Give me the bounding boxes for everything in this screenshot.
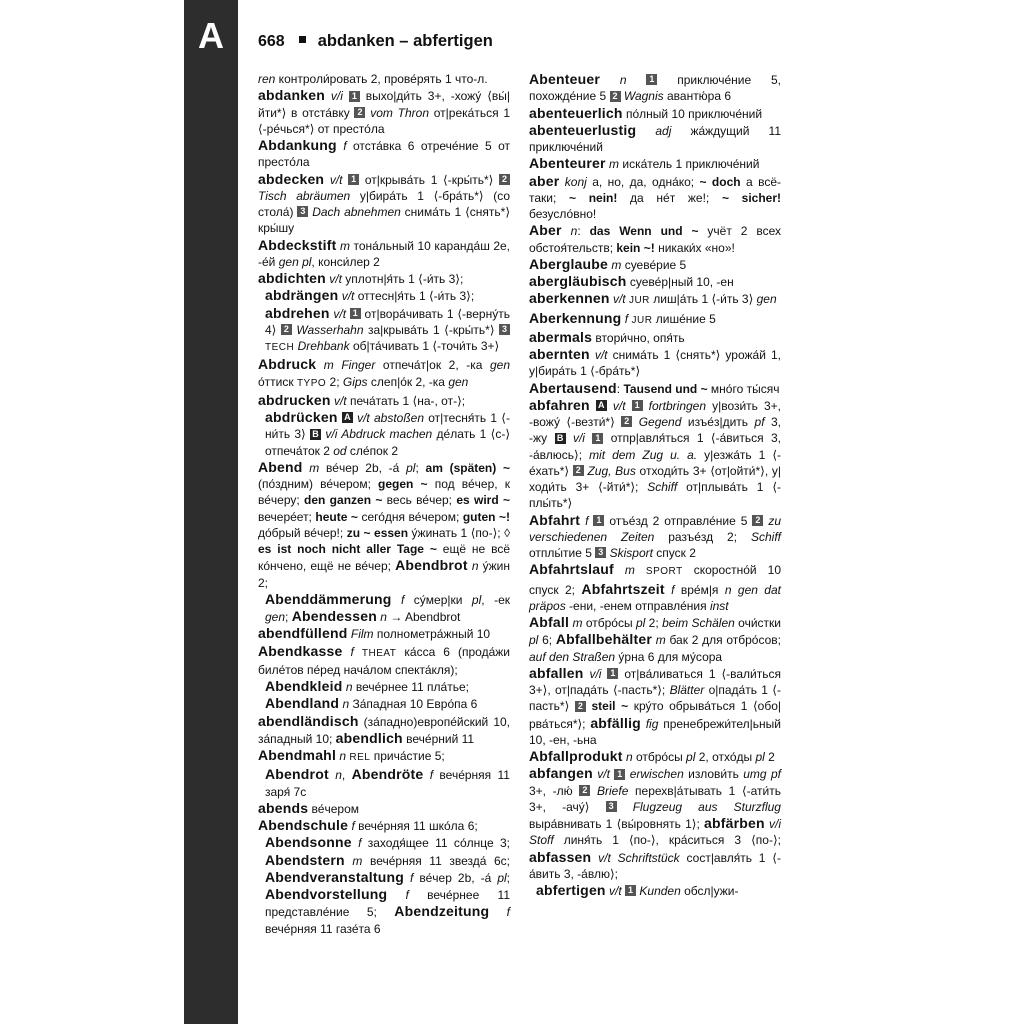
dictionary-entry: abfangen v/t 1 erwischen излови́ть umg pf 3+, -лю́ 2 Briefe перехв|а́тывать 1 ⟨-ати́ть 3+, -ачу́⟩ 3 Flugzeug aus Sturzflug выра́внивать 1 ⟨вы́ровнять 1⟩; abfärben v/i Stoff линя́ть 1 ⟨по-⟩, кра́ситься 3 ⟨по-⟩; abfassen v/t Schriftstück сост|авля́ть 1 ⟨-а́вить 3, -а́влю⟩; — [529, 765, 782, 881]
thumb-index-letter: A — [198, 15, 224, 56]
dictionary-entry: abdrängen v/t оттесн|я́ть 1 ⟨-и́ть 3⟩; — [265, 287, 475, 304]
dictionary-entry: abdrücken A v/t abstoßen от|тесня́ть 1 ⟨-ни́ть 3⟩ B v/i Abdruck machen де́лать 1 ⟨с-⟩ отпеча́ток 2 od сле́пок 2 — [265, 409, 511, 458]
dictionary-entry: abdanken v/i 1 выхо|ди́ть 3+, -хожу́ ⟨вы́|йти*⟩ в отста́вку 2 vom Thron от|река́ться 1 ⟨-ре́чься*⟩ от престо́ла — [258, 87, 511, 136]
left-column — [258, 71, 510, 937]
dictionary-entry: abends ве́чером — [258, 799, 359, 816]
dictionary-entry: Abendsonne f заходя́щее 11 со́лнце 3; Abendstern m вече́рняя 11 звезда́ 6c; Abendveranstaltung f ве́чер 2b, -а́ pl; Abendvorstellung f вече́рнее 11 представле́ние 5; Abendzeitung f вече́рняя 11 газе́та 6 — [265, 834, 510, 936]
dictionary-entry: abfertigen v/t 1 Kunden обсл|ужи- — [536, 882, 739, 898]
dictionary-entry: Abenteuer n 1 приключе́ние 5, похожде́ние 5 2 Wagnis авантю́ра 6 — [529, 71, 781, 104]
dictionary-entry: Abdeckstift m тона́льный 10 каранда́ш 2e, -е́й gen pl, конси́лер 2 — [258, 236, 511, 269]
dictionary-entry: abenteuerlich по́лный 10 приключе́ний — [529, 104, 763, 121]
dictionary-entry: Abendkasse f THEAT ка́сса 6 (прода́жи биле́тов пе́ред нача́лом спекта́кля); — [258, 642, 510, 677]
dictionary-entry: Abendrot n, Abendröte f вече́рняя 11 заря́ 7c — [265, 766, 510, 799]
header-separator-square — [299, 36, 306, 43]
dictionary-entry: Abendland n За́падная 10 Евро́па 6 — [265, 695, 478, 712]
dictionary-entry: Abend m ве́чер 2b, -а́ pl; am (späten) ~ (по́здним) ве́чером; gegen ~ под ве́чер, к ве́черу; den ganzen ~ весь ве́чер; es wird ~ вечере́ет; heute ~ сего́дня ве́чером; guten ~! до́брый ве́чер!; zu ~ essen у́жинать 1 ⟨по-⟩; ◊ es ist noch nicht aller Tage ~ ещё не всё ко́нчено, ещё не ве́чер; Abendbrot n у́жин 2; — [258, 458, 510, 590]
dictionary-entry: abendländisch (за́падно)европе́йский 10, за́падный 10; abendlich вече́рний 11 — [258, 712, 510, 746]
dictionary-entry: Abfallprodukt n отбро́сы pl 2, отхо́ды pl 2 — [529, 748, 775, 764]
page-number: 668 — [258, 33, 285, 50]
dictionary-entry: Abenddämmerung f су́мер|ки pl, -ек gen; Abendessen n → Abendbrot — [265, 590, 510, 624]
dictionary-entry: abfahren A v/t 1 fortbringen у|вози́ть 3+, -вожу́ ⟨-везти́*⟩ 2 Gegend изъе́з|дить pf 3, -жу B v/i 1 отпр|авля́ться 1 ⟨-а́виться 3, -а́влюсь⟩; mit dem Zug u. a. у|езжа́ть 1 ⟨-е́хать*⟩ 2 Zug, Bus отходи́ть 3+ ⟨от|ойти́*⟩, у|ходи́ть 3+ ⟨-йти́*⟩; Schiff от|плыва́ть 1 ⟨-плы́ть*⟩ — [529, 396, 781, 511]
dictionary-entry: ren контроли́ровать 2, прове́рять 1 что-л. — [258, 72, 488, 86]
dictionary-entry: Abendmahl n REL прича́стие 5; — [258, 747, 445, 763]
dictionary-entry: abdrehen v/t 1 от|вора́чивать 1 ⟨-верну́ть 4⟩ 2 Wasserhahn за|крыва́ть 1 ⟨-кры́ть*⟩ 3 TECH Drehbank об|та́чивать 1 ⟨-точи́ть 3+⟩ — [265, 304, 510, 353]
dictionary-entry: aber konj а, но, да, одна́ко; ~ doch а всё-таки; ~ nein! да не́т же!; ~ sicher! безусло́вно! — [529, 172, 781, 221]
page-header — [258, 32, 493, 51]
dictionary-entry: Abendkleid n вече́рнее 11 пла́тье; — [265, 678, 469, 694]
dictionary-entry: abenteuerlustig adj жа́ждущий 11 приключе́ний — [529, 121, 781, 154]
dictionary-entry: Abfall m отбро́сы pl 2; beim Schälen очи́стки pl 6; Abfallbehälter m бак 2 для отбро́сов; auf den Straßen у́рна 6 для му́сора — [529, 614, 781, 664]
dictionary-entry: Abdruck m Finger отпеча́т|ок 2, -ка gen о́ттиск TYPO 2; Gips слеп|о́к 2, -ка gen — [258, 356, 511, 389]
dictionary-entry: Abfahrt f 1 отъе́зд 2 отправле́ние 5 2 zu verschiedenen Zeiten разъе́зд 2; Schiff отплы́тие 5 3 Skisport спуск 2 — [529, 511, 781, 560]
dictionary-entry: Aberglaube m суеве́рие 5 — [529, 255, 687, 272]
dictionary-entry: abermals втори́чно, опя́ть — [529, 328, 685, 345]
dictionary-entry: Abdankung f отста́вка 6 отрече́ние 5 от престо́ла — [258, 137, 511, 170]
dictionary-entry: abdrucken v/t печа́тать 1 ⟨на-, от-⟩; — [258, 391, 466, 408]
dictionary-entry: Abenteurer m иска́тель 1 приключе́ний — [529, 155, 760, 172]
dictionary-entry: abdecken v/t 1 от|крыва́ть 1 ⟨-кры́ть*⟩ 2 Tisch abräumen у|бира́ть 1 ⟨-бра́ть*⟩ (со стола́) 3 Dach abnehmen снима́ть 1 ⟨снять*⟩ кры́шу — [258, 170, 511, 236]
dictionary-entry: Abertausend: Tausend und ~ мно́го ты́сяч — [529, 379, 780, 396]
dictionary-entry: Abfahrtslauf m SPORT скоростно́й 10 спуск 2; Abfahrtszeit f вре́м|я n gen dat präpos -ени, -енем отправле́ния inst — [529, 561, 781, 613]
dictionary-entry: abernten v/t снима́ть 1 ⟨снять*⟩ урожа́й 1, у|бира́ть 1 ⟨-бра́ть*⟩ — [529, 346, 781, 379]
dictionary-entry: Aber n: das Wenn und ~ учёт 2 всех обстоя́тельств; kein ~! никаки́х «но»! — [529, 222, 782, 255]
dictionary-entry: abfallen v/i 1 от|ва́ливаться 1 ⟨-вали́ться 3+⟩, от|пада́ть ⟨-пасть*⟩; Blätter о|пада́ть 1 ⟨-пасть*⟩ 2 steil ~ кру́то обрыва́ться 1 ⟨обо|рва́ться*⟩; abfällig fig пренебрежи́тел|ьный 10, -ен, -ьна — [529, 664, 782, 747]
dictionary-entry: aberkennen v/t JUR лиш|а́ть 1 ⟨-и́ть 3⟩ gen — [529, 290, 777, 307]
dictionary-entry: abergläubisch суеве́р|ный 10, -ен — [529, 273, 734, 289]
dictionary-entry: Aberkennung f JUR лише́ние 5 — [529, 309, 716, 326]
dictionary-entry: abdichten v/t уплотн|я́ть 1 ⟨-и́ть 3⟩; — [258, 270, 464, 286]
dictionary-entry: abendfüllend Film полнометра́жный 10 — [258, 625, 491, 642]
dictionary-entry: Abendschule f вече́рняя 11 шко́ла 6; — [258, 817, 478, 833]
running-headwords: abdanken – abfertigen — [317, 32, 493, 50]
thumb-index-tab — [184, 0, 238, 1024]
right-column — [529, 71, 781, 899]
